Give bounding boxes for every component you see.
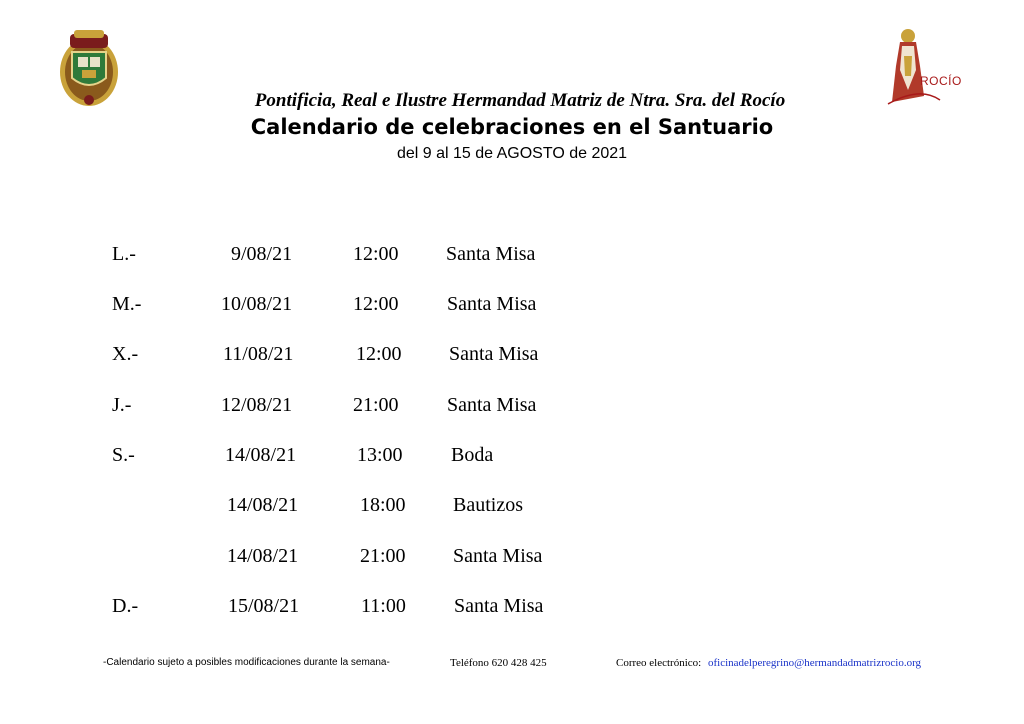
event-name: Santa Misa — [446, 243, 536, 265]
event-time: 21:00 — [360, 545, 406, 567]
event-date: 14/08/21 — [227, 494, 299, 516]
event-name: Santa Misa — [449, 343, 539, 365]
event-time: 12:00 — [353, 243, 399, 265]
logo-wordmark: ROCÍO — [920, 74, 962, 88]
event-date: 9/08/21 — [231, 243, 293, 265]
schedule-row — [0, 343, 1024, 373]
schedule-row — [0, 394, 1024, 424]
event-name: Boda — [451, 444, 494, 466]
phone-number: Teléfono 620 428 425 — [450, 657, 547, 669]
event-name: Santa Misa — [447, 293, 537, 315]
email-label: Correo electrónico: — [616, 657, 702, 669]
schedule-row — [0, 494, 1024, 524]
schedule-row — [0, 293, 1024, 323]
event-name: Santa Misa — [447, 394, 537, 416]
event-date: 14/08/21 — [225, 444, 297, 466]
schedule-disclaimer: -Calendario sujeto a posibles modificaciones durante la semana- — [103, 657, 390, 668]
day-abbrev: X.- — [112, 343, 139, 365]
day-abbrev: J.- — [112, 394, 132, 416]
page-title: Calendario de celebraciones en el Santuario — [250, 115, 774, 139]
schedule-row — [0, 595, 1024, 625]
day-abbrev: M.- — [112, 293, 142, 315]
schedule-row — [0, 545, 1024, 575]
organization-name: Pontificia, Real e Ilustre Hermandad Matriz de Ntra. Sra. del Rocío — [254, 90, 786, 111]
schedule-row — [0, 444, 1024, 474]
event-time: 21:00 — [353, 394, 399, 416]
event-date: 12/08/21 — [221, 394, 293, 416]
event-date: 10/08/21 — [221, 293, 293, 315]
event-time: 12:00 — [356, 343, 402, 365]
day-abbrev: S.- — [112, 444, 135, 466]
event-time: 12:00 — [353, 293, 399, 315]
event-time: 18:00 — [360, 494, 406, 516]
email-link[interactable]: oficinadelperegrino@hermandadmatrizrocio.org — [708, 657, 922, 669]
event-time: 11:00 — [361, 595, 406, 617]
event-date: 15/08/21 — [228, 595, 300, 617]
event-name: Santa Misa — [454, 595, 544, 617]
day-abbrev: D.- — [112, 595, 139, 617]
date-range: del 9 al 15 de AGOSTO de 2021 — [396, 145, 628, 162]
event-time: 13:00 — [357, 444, 403, 466]
event-date: 14/08/21 — [227, 545, 299, 567]
event-date: 11/08/21 — [223, 343, 294, 365]
schedule-row — [0, 243, 1024, 273]
day-abbrev: L.- — [112, 243, 136, 265]
event-name: Santa Misa — [453, 545, 543, 567]
event-name: Bautizos — [453, 494, 523, 516]
